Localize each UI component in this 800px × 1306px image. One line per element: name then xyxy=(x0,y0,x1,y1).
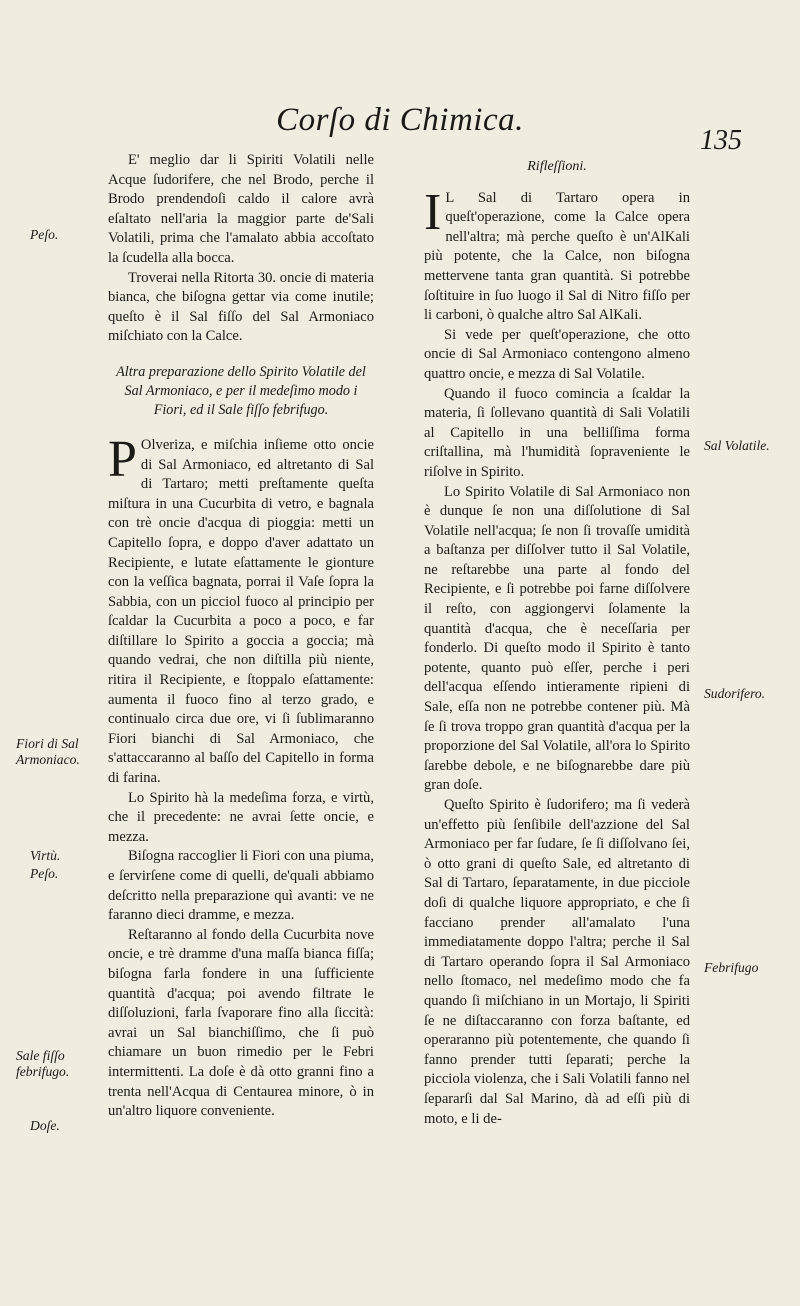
left-paragraph-3-text: Olveriza, e miſchia inſieme otto oncie di Sal Armoniaco, ed altretanto di Sal di Tartaro; metti preſtamente queſta miſtura in una Cucurbita di vetro, e bagnala con trè oncie d'acqua di pioggia: metti un Capitello ſopra, e doppo d'aver adattato un Recipiente, e lutate eſattamente le gionture con la veſſica bagnata, porrai il Vaſe ſopra la Sabbia, con un picciol fuoco al principio per ſcaldar la Cucurbita a poco a poco, e far diſtillare lo Spirito a goccia a goccia; mà quando vedrai, che non diſtilla più niente, ritira il Recipiente, e ſtoppalo eſattamente: aumenta il fuoco fino al terzo grado, e continualo circa due ore, vi ſi ſublimaranno Fiori bianchi di Sal Armoniaco, che s'attaccaranno al baſſo del Capitello in forma di farina. xyxy=(108,436,374,787)
margin-note-sal-volatile: Sal Volatile. xyxy=(704,438,770,453)
right-paragraph-1 xyxy=(424,183,690,326)
margin-note-sudorifero: Sudorifero. xyxy=(704,686,766,701)
left-paragraph-2: Troverai nella Ritorta 30. oncie di materia bianca, che biſogna gettar via come inutile; queſto è il Sal fiſſo del Sal Armoniaco miſchiato con la Calce. xyxy=(108,269,374,345)
margin-note-dose: Doſe. xyxy=(30,1118,60,1133)
margin-note-fiori: Fiori di Sal Armoniaco. xyxy=(16,736,80,767)
margin-note-peso: Peſo. xyxy=(30,227,59,242)
left-paragraph-6: Reſtaranno al fondo della Cucurbita nove oncie, e trè dramme d'una maſſa bianca fiſſa; biſogna farla fondere in una ſufficiente quantità d'acqua; poi avendo filtrate le diſſoluzioni, farla ſvaporare fino alla ſiccità: avrai un Sal bianchiſſimo, che ſi può chiamare un buon rimedio per le Febri intermittenti. La doſe è dà otto granni fino a trenta nell'Acqua di Centaurea minore, ò in un'altro liquore conveniente. xyxy=(108,926,374,1120)
right-paragraph-1-text: L Sal di Tartaro opera in queſt'operazione, come la Calce opera nell'altra; mà perche queſto è un'AlKali più potente, che la Calce, non biſogna mettervene tanta gran quantità. Si potrebbe ſoſtituire in ſuo luogo il Sal di Nitro fiſſo per li carboni, ò qualche altro Sal AlKali. xyxy=(424,189,690,324)
margin-note-peso-2: Peſo. xyxy=(30,866,59,881)
section-subheading: Altra preparazione dello Spirito Volatile del Sal Armoniaco, e per il medeſimo modo i Fiori, ed il Sale fiſſo febrifugo. xyxy=(116,363,366,418)
left-paragraph-1: E' meglio dar li Spiriti Volatili nelle Acque ſudorifere, che nel Brodo, perche il Brodo prendendoſi caldo il calore avrà eſaltato nell'aria la maggior parte de'Sali Volatili, prima che l'amalato abbia accoſtato la ſcudella alla bocca. xyxy=(108,152,374,266)
running-title: Corſo di Chimica. xyxy=(276,102,524,138)
margin-note-virtu: Virtù. xyxy=(30,848,61,863)
margin-note-febrifugo: Febrifugo xyxy=(704,960,759,975)
drop-cap-letter: P xyxy=(108,430,137,488)
left-paragraph-3 xyxy=(108,430,374,789)
right-paragraph-3: Quando il fuoco comincia a ſcaldar la materia, ſi ſollevano quantità di Sali Volatili al Capitello in una belliſſima forma criſtallina, mà l'humidità ſopraveniente le riſolve in Spirito. xyxy=(424,385,690,480)
reflections-heading: Rifleſſioni. xyxy=(527,159,587,174)
right-paragraph-2: Si vede per queſt'operazione, che otto oncie di Sal Armoniaco contengono almeno quattro oncie, e mezza di Sal Volatile. xyxy=(424,326,690,382)
right-column xyxy=(424,157,690,1129)
page-number: 135 xyxy=(700,125,742,156)
right-paragraph-5: Queſto Spirito è ſudorifero; ma ſi vederà un'effetto più ſenſibile dell'azzione del Sal Armoniaco per far ſudare, ſe ſi diſſolvano ſei, ò otto grani di queſto Sale, ed altretanto di Sal di Tartaro, ſeparatamente, in due picciole doſi di qualche liquore appropriato, e che ſi facciano prender all'amalato l'una immediatamente doppo l'altra; perche il Sal di Tartaro operando ſopra il Sal Armoniaco nello ſtomaco, nel medeſimo modo che fa quando ſi miſchiano in un Mortajo, li Spiriti ſe ne diſtaccaranno con forza baſtante, ed operaranno più potentemente, che quando ſi fanno prender tutti ſeparati; perche la picciola violenza, che i Sali Volatili fanno nel ſepararſi dal Sal Marino, dà ad eſſi più di moto, e li de- xyxy=(424,797,690,1127)
left-column xyxy=(108,151,374,1122)
drop-cap-letter-right: I xyxy=(424,183,442,241)
right-paragraph-4: Lo Spirito Volatile di Sal Armoniaco non è dunque ſe non una diſſolutione di Sal Volatile nell'acqua; ſe non ſi trovaſſe umidità a baſtanza per diſſolver tutto il Sal Volatile, ne reſtarebbe una parte al fondo del Recipiente, e ſi potrebbe poi farne diſſolvere il reſto, con aggiongervi ſolamente la quantità d'acqua, che è neceſſaria per fonderlo. Di queſto modo il Spirito è tanto potente, quanto può eſſer, perche i peri dell'acqua eſſendo intieramente ripieni di Sale, eſſa non ne potrebbe contener più. Mà ſe ſi trova troppo gran quantità d'acqua per la proporzione del Sal Volatile, all'ora lo Spirito ſarebbe debole, e ne biſognarebbe dare più gran doſe. xyxy=(424,483,690,794)
left-paragraph-4: Lo Spirito hà la medeſima forza, e virtù, che il precedente: ne avrai ſette oncie, e mezza. xyxy=(108,789,374,845)
margin-note-sale-fisso: Sale fiſſo febrifugo. xyxy=(16,1048,70,1079)
left-paragraph-5: Biſogna raccoglier li Fiori con una piuma, e ſervirſene come di quelli, de'quali abbiamo deſcritto nella preparazione quì avanti: ve ne faranno dieci dramme, e mezza. xyxy=(108,848,374,924)
